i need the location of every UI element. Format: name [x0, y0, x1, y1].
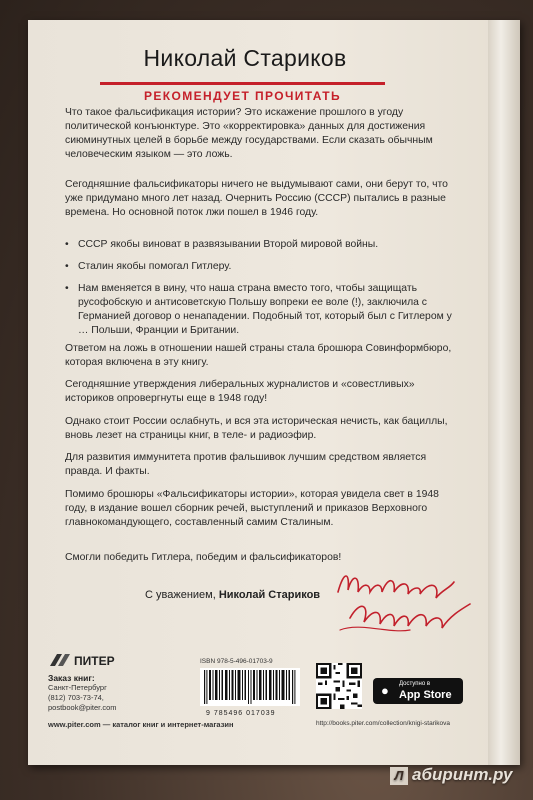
publisher-name: ПИТЕР — [74, 654, 115, 668]
bullet-item: Нам вменяется в вину, что наша страна вместо того, чтобы защищать русофобскую и антисоветскую Польшу вопреки ее воле (!), заключила с Германией договор о ненападении. Подобный тот, который был с Гитлером у … Польши, Франции и Британии. — [78, 283, 452, 336]
site-watermark — [390, 765, 512, 785]
sign-name: Николай Стариков — [218, 589, 321, 601]
paragraph-immunity: Для развития иммунитета против фальшивок лучшим средством является правда. И факты. — [65, 452, 427, 477]
recommend-heading: РЕКОМЕНДУЕТ ПРОЧИТАТЬ — [143, 89, 342, 103]
isbn-barcode — [200, 668, 300, 706]
order-info — [48, 673, 116, 713]
isbn-label: ISBN 978-5-496-01703-9 — [200, 658, 273, 665]
sign-prefix: С уважением, — [145, 589, 216, 601]
paragraph-intro: Что такое фальсификация истории? Это искажение прошлого в угоду политической конъюнктуре. Это «корректировка» данных для достижения сиюминутных целей в борьбе между государствами. Если сказать обычным человеческим языком — это ложь. — [65, 107, 433, 160]
app-store-top-text: Доступно в — [399, 681, 431, 687]
paragraph-liberal-journalists: Сегодняшние утверждения либеральных журналистов и «совестливых» историков опровергнуты еще в 1948 году! — [65, 379, 415, 404]
watermark-text: абиринт.ру — [412, 765, 513, 784]
order-city: Санкт-Петербург — [48, 683, 107, 692]
qr-code — [316, 663, 362, 709]
paragraph-russia-weakens: Однако стоит России ослабнуть, и вся эта историческая нечисть, как бациллы, вновь лезет на страницы книг, в теле- и радиоэфир. — [65, 416, 448, 441]
watermark-logo: Л — [390, 767, 408, 785]
author-underline — [100, 82, 385, 85]
site-suffix: — каталог книг и интернет-магазин — [102, 720, 234, 729]
app-store-label: App Store — [399, 689, 452, 701]
barcode-digits: 9 785496 017039 — [206, 710, 276, 717]
paragraph-sovinformburo: Ответом на ложь в отношении нашей страны стала брошюра Совинформбюро, которая включена в эту книгу. — [65, 343, 452, 368]
paragraph-closing: Смогли победить Гитлера, победим и фальсификаторов! — [65, 552, 342, 563]
bullet-item: Сталин якобы помогал Гитлеру. — [78, 261, 232, 272]
bullet-item: СССР якобы виноват в развязывании Второй мировой войны. — [78, 239, 379, 250]
handwritten-signature — [330, 560, 480, 650]
site-url: www.piter.com — [48, 720, 101, 729]
app-store-badge[interactable] — [373, 678, 463, 704]
order-phone: (812) 703-73-74, — [48, 693, 104, 702]
publisher-logo — [48, 652, 128, 668]
paragraph-brochure: Помимо брошюры «Фальсификаторы истории», которая увидела свет в 1948 году, в издание вошел сборник речей, выступлений и приказов Верховного главнокомандующего, составленный самим Сталиным. — [65, 489, 439, 528]
book-collection-url: http://books.piter.com/collection/knigi-starikova — [316, 720, 451, 727]
bullet-dot: • — [65, 261, 69, 272]
order-title: Заказ книг: — [48, 673, 95, 683]
apple-icon: ● — [381, 683, 389, 698]
author-name: Николай Стариков — [143, 45, 347, 71]
book-spine-edge — [488, 20, 520, 765]
order-email: postbook@piter.com — [48, 703, 117, 712]
paragraph-falsifiers: Сегодняшние фальсификаторы ничего не выдумывают сами, они берут то, что уже придумано много лет назад. Очернить Россию (СССР) пытались в разные времена. Но основной поток лжи пошел в 1946 году. — [65, 179, 448, 218]
signature-line — [145, 589, 320, 601]
bullet-dot: • — [65, 283, 69, 294]
site-line — [48, 720, 234, 729]
bullet-dot: • — [65, 239, 69, 250]
